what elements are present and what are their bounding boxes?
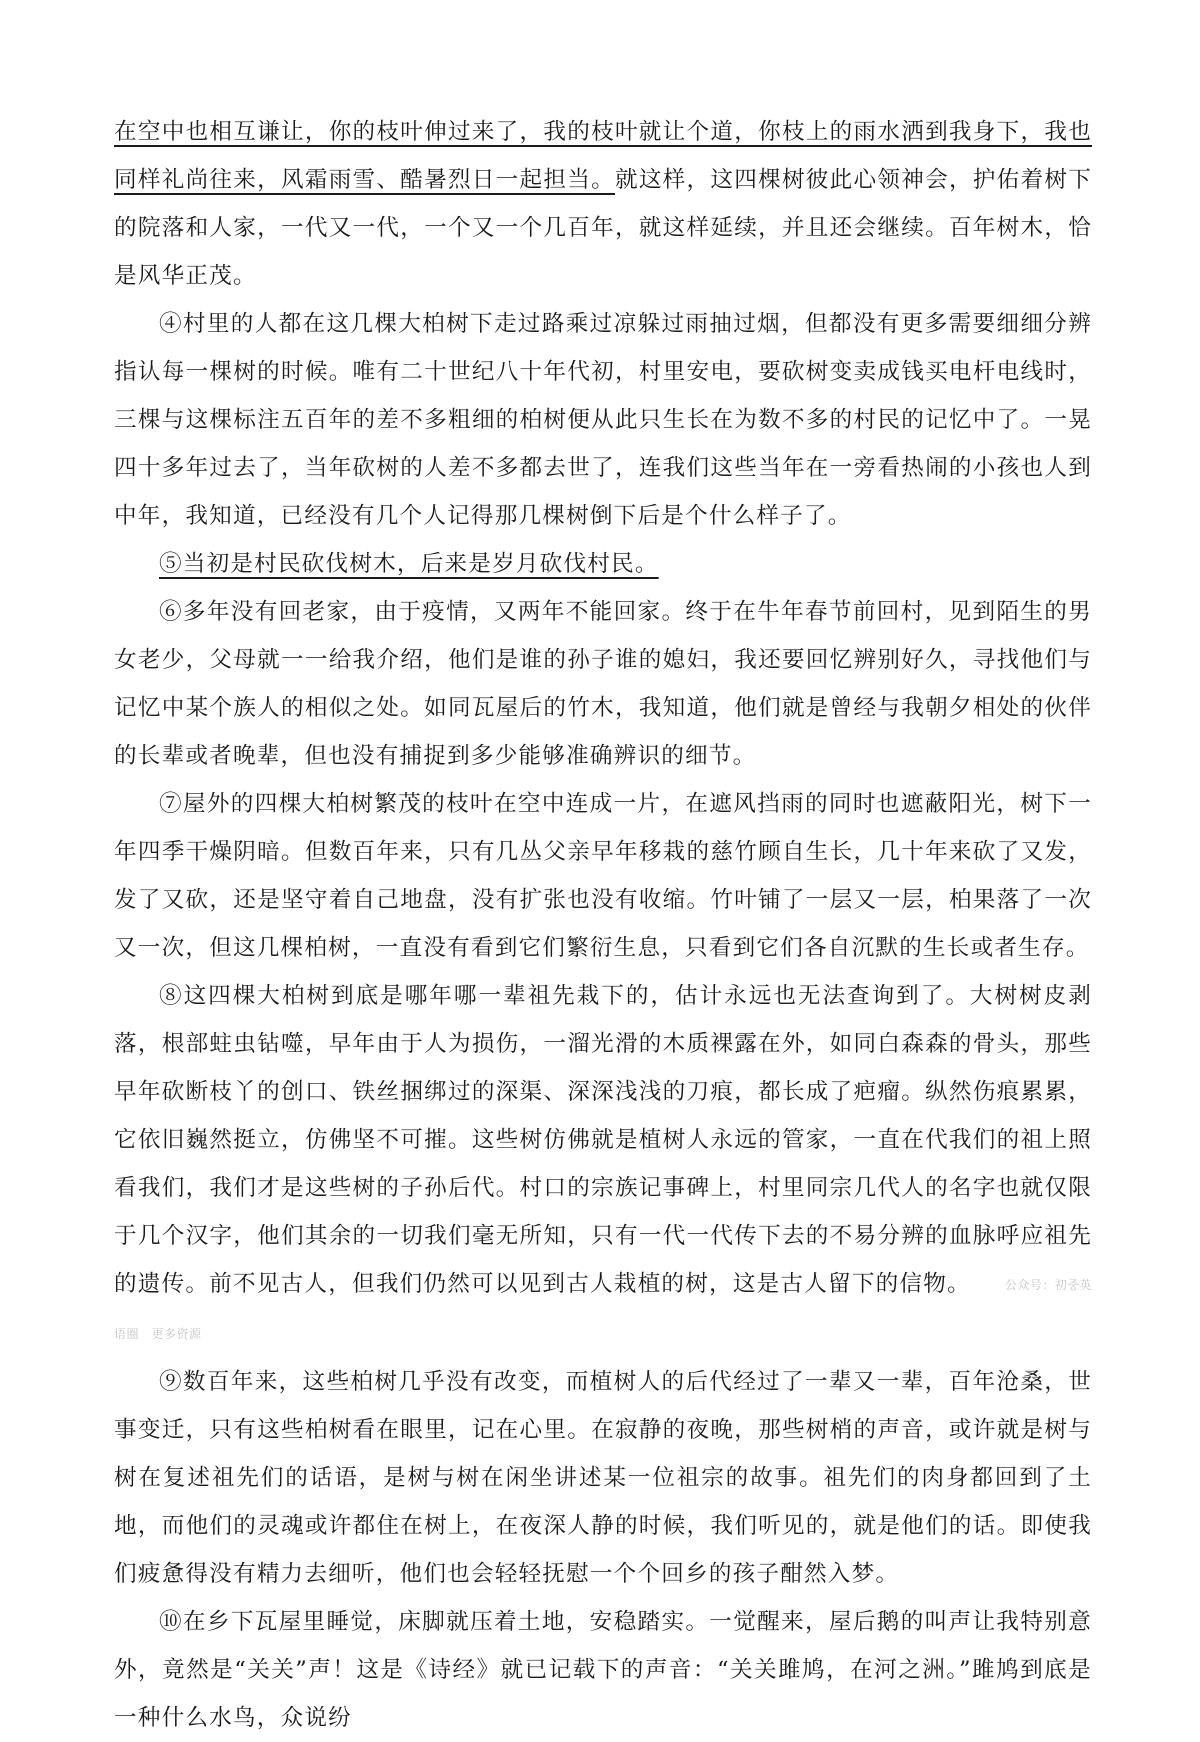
paragraph-7: ⑦屋外的四棵大柏树繁茂的枝叶在空中连成一片，在遮风挡雨的同时也遮蔽阳光，树下一年四季干燥阴暗。但数百年来，只有几丛父亲早年移栽的慈竹顾自生长，几十年来砍了又发，发了又砍，还是坚守着自己地盘，没有扩张也没有收缩。竹叶铺了一层又一层，柏果落了一次又一次，但这几棵柏树，一直没有看到它们繁衍生息，只看到它们各自沉默的生长或者生存。 (114, 791, 1092, 961)
paragraph-8 (114, 972, 1092, 1358)
paragraph-4: ④村里的人都在这几棵大柏树下走过路乘过凉躲过雨抽过烟，但都没有更多需要细细分辨指认每一棵树的时候。唯有二十世纪八十年代初，村里安电，要砍树变卖成钱买电杆电线时，三棵与这棵标注五百年的差不多粗细的柏树便从此只生长在为数不多的村民的记忆中了。一晃四十多年过去了，当年砍树的人差不多都去世了，连我们这些当年在一旁看热闹的小孩也人到中年，我知道，已经没有几个人记得那几棵树倒下后是个什么样子了。 (114, 311, 1092, 529)
paragraph-3-continued (114, 108, 1092, 300)
paragraph-6: ⑥多年没有回老家，由于疫情，又两年不能回家。终于在牛年春节前回村，见到陌生的男女老少，父母就一一给我介绍，他们是谁的孙子谁的媳妇，我还要回忆辨别好久，寻找他们与记忆中某个族人的相似之处。如同瓦屋后的竹木，我知道，他们就是曾经与我朝夕相处的伙伴的长辈或者晚辈，但也没有捕捉到多少能够准确辨识的细节。 (114, 599, 1092, 769)
underlined-sentence: 在空中也相互谦让，你的枝叶伸过来了，我的枝叶就让个道，你枝上的雨水洒到我身下，我也同样礼尚往来，风霜雨雪、酷暑烈日一起担当。 (114, 119, 1092, 193)
underlined-sentence: ⑤当初是村民砍伐树木，后来是岁月砍伐村民。 (159, 551, 659, 577)
paragraph-10: ⑩在乡下瓦屋里睡觉，床脚就压着土地，安稳踏实。一觉醒来，屋后鹅的叫声让我特别意外，竟然是“关关”声！这是《诗经》就已记载下的声音：“关关雎鸠，在河之洲。”雎鸠到底是一种什么水鸟，众说纷 (114, 1609, 1092, 1731)
paragraph-5 (114, 540, 1092, 588)
paragraph-text: ⑧这四棵大柏树到底是哪年哪一辈祖先栽下的，估计永远也无法查询到了。大树树皮剥落，根部蛀虫钻噬，早年由于人为损伤，一溜光滑的木质裸露在外，如同白森森的骨头，那些早年砍断枝丫的创口、铁丝捆绑过的深渠、深深浅浅的刀痕，都长成了疤瘤。纵然伤痕累累，它依旧巍然挺立，仿佛坚不可摧。这些树仿佛就是植树人永远的管家，一直在代我们的祖上照看我们，我们才是这些树的子孙后代。村口的宗族记事碑上，村里同宗几代人的名字也就仅限于几个汉字，他们其余的一切我们毫无所知，只有一代一代传下去的不易分辨的血脉呼应祖先的遗传。前不见古人，但我们仍然可以见到古人栽植的树，这是古人留下的信物。 (114, 983, 1092, 1297)
paragraph-text: 就这样，这四棵树彼此心领神会，护佑着树下的院落和人家，一代又一代，一个又一个几百年，就这样延续，并且还会继续。百年树木，恰是风华正茂。 (114, 167, 1093, 289)
document-page (114, 108, 1092, 1742)
paragraph-9: ⑨数百年来，这些柏树几乎没有改变，而植树人的后代经过了一辈又一辈，百年沧桑，世事变迁，只有这些柏树看在眼里，记在心里。在寂静的夜晚，那些树梢的声音，或许就是树与树在复述祖先们的话语，是树与树在闲坐讲述某一位祖宗的故事。祖先们的肉身都回到了土地，而他们的灵魂或许都住在树上，在夜深人静的时候，我们听见的，就是他们的话。即使我们疲惫得没有精力去细听，他们也会轻轻抚慰一个个回乡的孩子酣然入梦。 (114, 1369, 1092, 1587)
watermark: 公众号：初중英语圈 更多资源 (114, 1278, 1092, 1341)
